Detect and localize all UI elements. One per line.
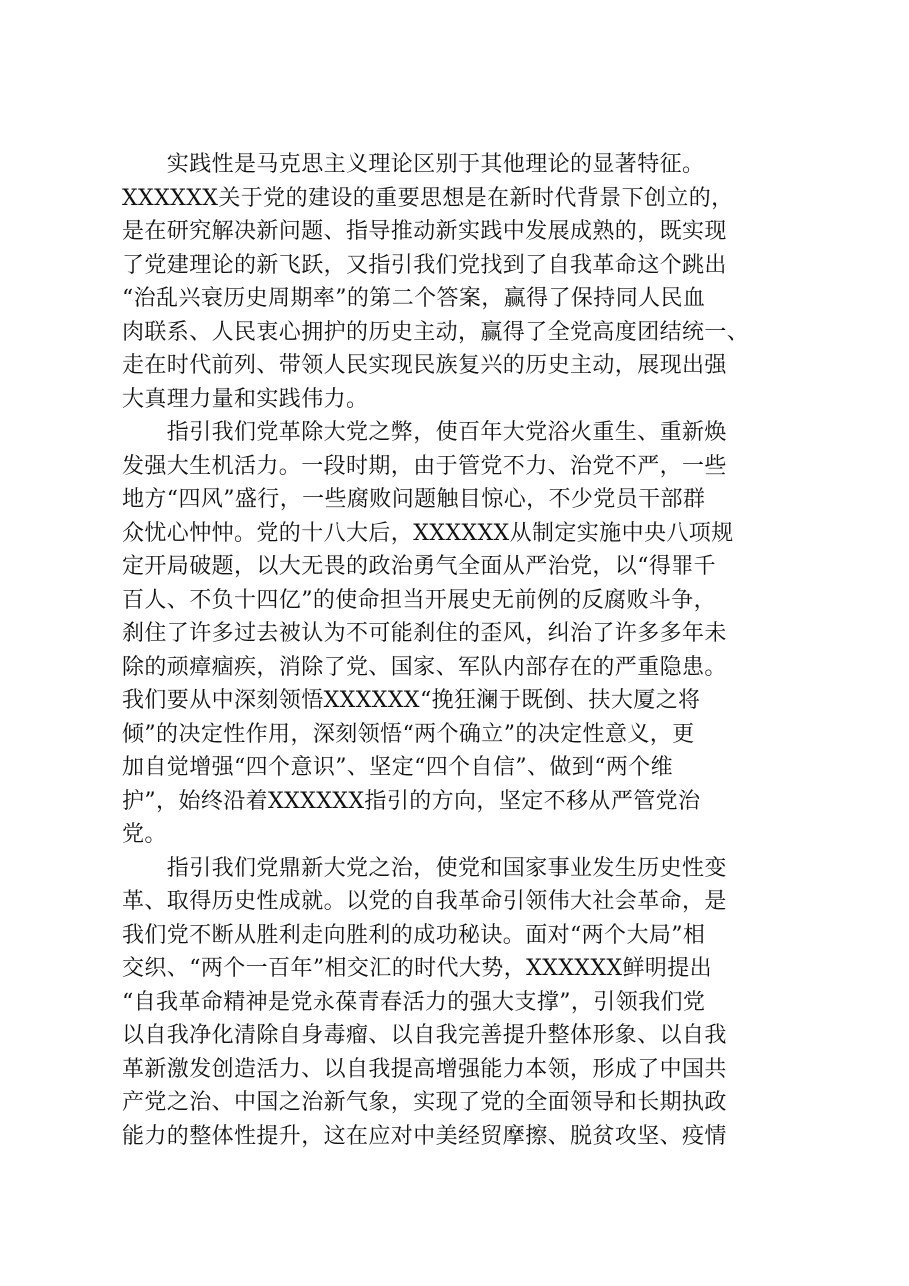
text-line: 刹住了许多过去被认为不可能刹住的歪风，纠治了许多多年未	[122, 621, 727, 646]
text-line: 交织、“两个一百年”相交汇的时代大势，XXXXXX鲜明提出	[122, 956, 713, 981]
text-line: 除的顽瘴痼疾，消除了党、国家、军队内部存在的严重隐患。	[122, 654, 727, 680]
text-line: 我们党不断从胜利走向胜利的成功秘诀。面对“两个大局”相	[122, 922, 706, 948]
text-line: 以自我净化清除自身毒瘤、以自我完善提升整体形象、以自我	[122, 1023, 727, 1048]
text-line: 定开局破题，以大无畏的政治勇气全面从严治党，以“得罪千	[122, 554, 717, 579]
text-line: 地方“四风”盛行，一些腐败问题触目惊心，不少党员干部群	[122, 487, 706, 512]
text-line: 众忧心忡忡。党的十八大后，XXXXXX从制定实施中央八项规	[122, 520, 734, 546]
text-line: 加自觉增强“四个意识”、坚定“四个自信”、做到“两个维	[122, 755, 674, 780]
text-line: 肉联系、人民衷心拥护的历史主动，赢得了全党高度团结统一、	[122, 319, 750, 345]
text-line: 能力的整体性提升，这在应对中美经贸摩擦、脱贫攻坚、疫情	[122, 1123, 727, 1149]
text-line: 倾”的决定性作用，深刻领悟“两个确立”的决定性意义，更	[122, 721, 695, 747]
text-line: 我们要从中深刻领悟XXXXXX“挽狂澜于既倒、扶大厦之将	[122, 688, 701, 713]
text-line: 大真理力量和实践伟力。	[122, 386, 369, 412]
text-line: 护”，始终沿着XXXXXX指引的方向，坚定不移从严管党治	[122, 788, 701, 814]
body-text	[122, 148, 822, 1153]
text-line: 是在研究解决新问题、指导推动新实践中发展成熟的，既实现	[122, 219, 727, 244]
text-line: 产党之治、中国之治新气象，实现了党的全面领导和长期执政	[122, 1090, 727, 1115]
text-line: 指引我们党革除大党之弊，使百年大党浴火重生、重新焕	[122, 420, 727, 445]
text-line: 发强大生机活力。一段时期，由于管党不力、治党不严，一些	[122, 453, 727, 479]
text-line: 百人、不负十四亿”的使命担当开展史无前例的反腐败斗争，	[122, 587, 717, 613]
text-line: 革、取得历史性成就。以党的自我革命引领伟大社会革命，是	[122, 889, 727, 914]
text-line: 走在时代前列、带领人民实现民族复兴的历史主动，展现出强	[122, 353, 727, 378]
text-line: 指引我们党鼎新大党之治，使党和国家事业发生历史性变	[122, 855, 727, 881]
text-line: 了党建理论的新飞跃，又指引我们党找到了自我革命这个跳出	[122, 252, 727, 278]
text-line: “自我革命精神是党永葆青春活力的强大支撑”，引领我们党	[122, 989, 706, 1015]
text-line: 实践性是马克思主义理论区别于其他理论的显著特征。	[122, 152, 705, 177]
text-line: XXXXXX关于党的建设的重要思想是在新时代背景下创立的，	[122, 185, 734, 211]
text-line: 党。	[122, 822, 167, 847]
text-line: “治乱兴衰历史周期率”的第二个答案，赢得了保持同人民血	[122, 286, 706, 311]
text-line: 革新激发创造活力、以自我提高增强能力本领，形成了中国共	[122, 1056, 727, 1082]
